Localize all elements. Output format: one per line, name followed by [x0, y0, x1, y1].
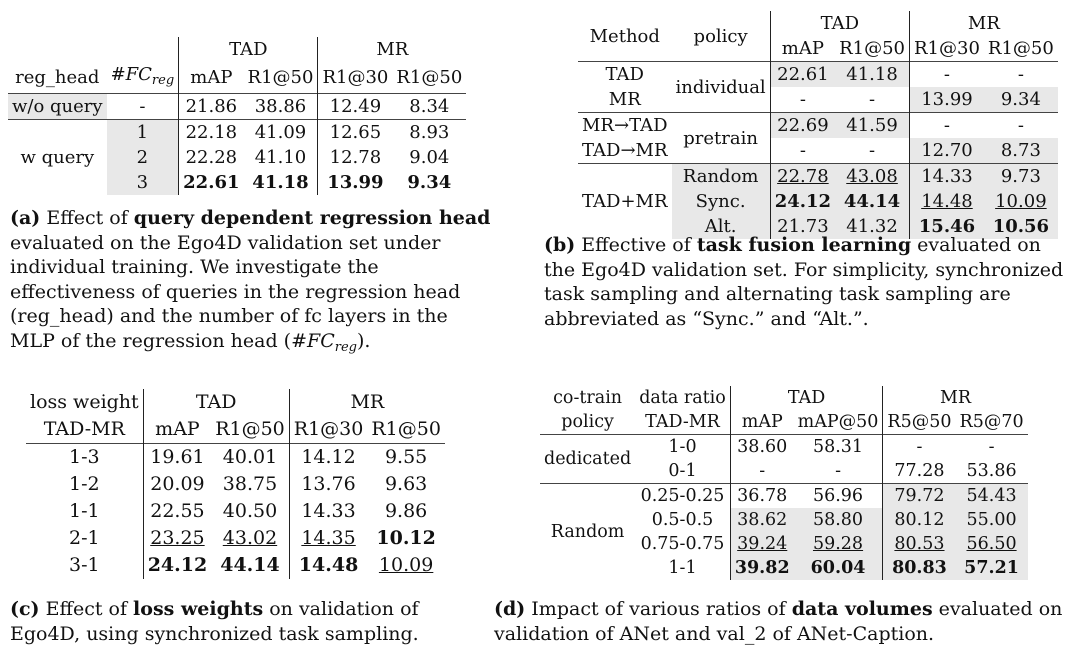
header-mr: MR [967, 13, 1000, 34]
col-map-50: mAP@50 [794, 410, 883, 435]
header-mr: MR [350, 391, 385, 413]
col-r1-50: R1@50 [211, 416, 289, 444]
header-mr: MR [939, 388, 972, 408]
col-map: mAP [741, 412, 783, 432]
table-row: 3-1 24.12 44.14 14.48 10.09 [26, 552, 445, 579]
caption-c: (c) Effect of loss weights on validation of Ego4D, using synchronized task sampling. [10, 598, 419, 645]
col-r5-70: R5@70 [959, 412, 1024, 432]
col-r1-50: R1@50 [987, 38, 1054, 59]
header-tad: TAD [179, 37, 318, 62]
col-r1-30: R1@30 [914, 38, 980, 59]
table-row: MR→TAD pretrain 22.69 41.59 - - [578, 113, 1058, 139]
col-ratio: TAD-MR [635, 410, 730, 435]
col-reg-head: reg_head [15, 67, 100, 88]
table-row: 1-1 22.55 40.50 14.33 9.86 [26, 498, 445, 525]
table-row: 1-1 39.82 60.04 80.83 57.21 [540, 556, 1028, 580]
table-row: 1-2 20.09 38.75 13.76 9.63 [26, 471, 445, 498]
col-loss-weight: loss weight [26, 389, 143, 416]
table-row: 2 22.28 41.10 12.78 9.04 [8, 145, 466, 170]
table-row: 1-3 19.61 40.01 14.12 9.55 [26, 444, 445, 472]
table-row: Random 0.25-0.25 36.78 56.96 79.72 54.43 [540, 484, 1028, 509]
col-policy: policy [561, 412, 614, 432]
table-a [8, 37, 466, 195]
table-row: w query 1 22.18 41.09 12.65 8.93 [8, 120, 466, 146]
table-b [578, 11, 1058, 239]
table-row: 0-1 - - 77.28 53.86 [540, 459, 1028, 484]
table-row: 3 22.61 41.18 13.99 9.34 [8, 170, 466, 195]
table-row: 0.75-0.75 39.24 59.28 80.53 56.50 [540, 532, 1028, 556]
col-tad-mr: TAD-MR [26, 416, 143, 444]
col-r1-50: R1@50 [396, 67, 463, 88]
table-row: Sync. 24.12 44.14 14.48 10.09 [578, 189, 1058, 214]
header-tad: TAD [770, 11, 909, 36]
table-row: Alt. 21.73 41.32 15.46 10.56 [578, 214, 1058, 239]
col-map: mAP [781, 38, 824, 59]
table-row: MR - - 13.99 9.34 [578, 87, 1058, 113]
table-row: TAD individual 22.61 41.18 - - [578, 62, 1058, 88]
header-mr: MR [376, 39, 409, 60]
caption-a: (a) Effect of query dependent regression head evaluated on the Ego4D validation set under individual training. We investigate the effectiveness of queries in the regression head (reg_head) and the number of fc layers in the MLP of the regression head $(\#FC_{reg})$. [10, 207, 491, 355]
header-tad: TAD [730, 386, 883, 410]
table-row: TAD→MR - - 12.70 8.73 [578, 138, 1058, 164]
table-row: dedicated 1-0 38.60 58.31 - - [540, 435, 1028, 460]
col-r1-50: R1@50 [371, 418, 441, 440]
table-row: w/o query - 21.86 38.86 12.49 8.34 [8, 94, 466, 120]
col-policy: policy [672, 11, 771, 62]
table-row: 0.5-0.5 38.62 58.80 80.12 55.00 [540, 508, 1028, 532]
col-map: mAP [190, 67, 233, 88]
col-co-train: co-train [553, 388, 623, 408]
caption-b: (b) Effective of task fusion learning evaluated on the Ego4D validation set. For simplicity, synchronized task sampling and alternating task sampling are abbreviated as “Sync.” and “Alt.”. [544, 234, 1064, 330]
table-row: 2-1 23.25 43.02 14.35 10.12 [26, 525, 445, 552]
table-c [26, 389, 445, 579]
col-fc: $\#FC_{reg}$ [107, 62, 179, 94]
table-d [540, 386, 1028, 580]
col-r1-50: R1@50 [244, 62, 318, 94]
col-r1-30: R1@30 [322, 67, 389, 88]
col-data-ratio: data ratio [635, 386, 730, 410]
col-map: mAP [155, 418, 200, 440]
col-r1-50: R1@50 [835, 36, 909, 62]
table-row: TAD+MR Random 22.78 43.08 14.33 9.73 [578, 164, 1058, 190]
col-r5-50: R5@50 [887, 412, 952, 432]
header-tad: TAD [143, 389, 289, 416]
caption-d: (d) Impact of various ratios of data volumes evaluated on validation of ANet and val_2 of ANet-Caption. [494, 598, 1063, 645]
col-method: Method [589, 25, 660, 47]
col-r1-30: R1@30 [293, 418, 364, 440]
